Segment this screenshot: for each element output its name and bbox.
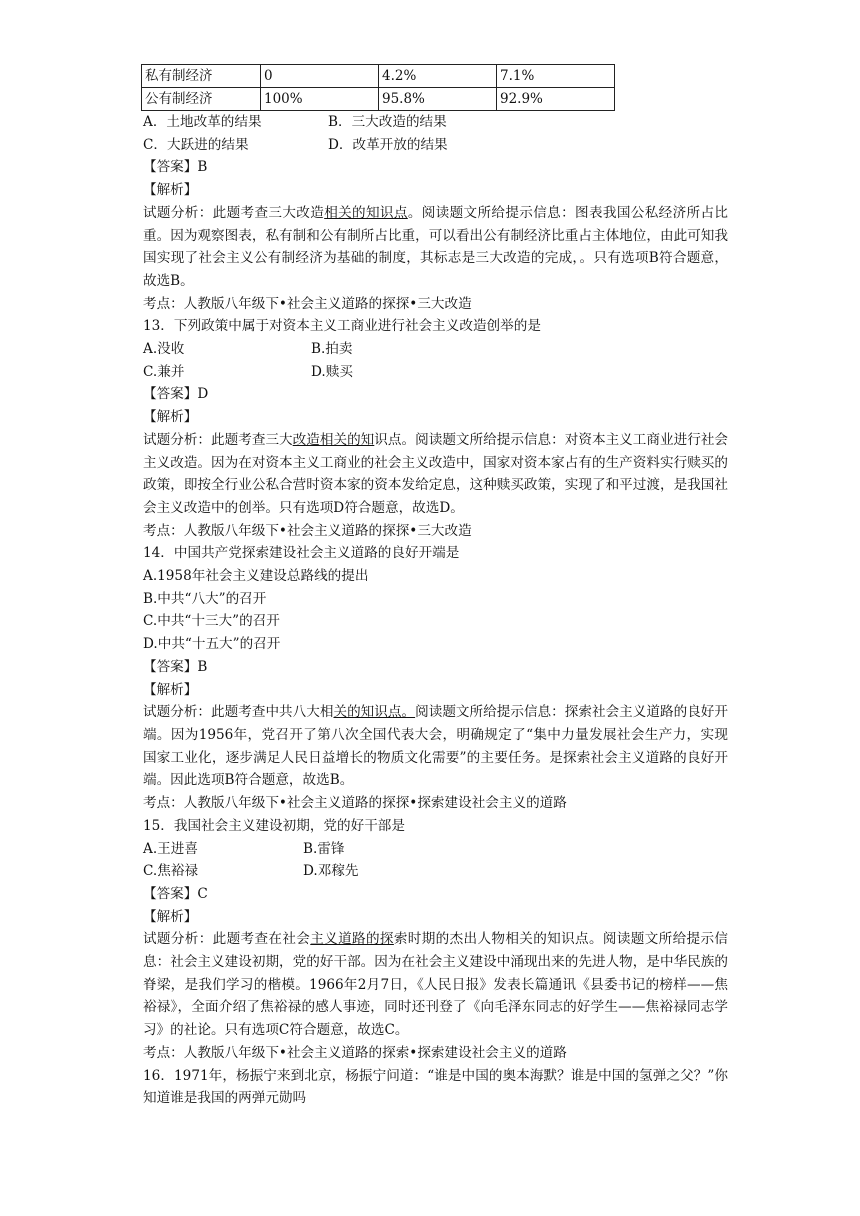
option-a: A．土地改革的结果	[143, 114, 262, 130]
kaodian-text: 考点：人教版八年级下•社会主义道路的探探•三大改造	[143, 295, 472, 312]
table-cell: 100%	[261, 88, 379, 111]
question-16: 16．1971年，杨振宁来到北京，杨振宁问道：“谁是中国的奥本海默？谁是中国的氢弹之父？”你知道谁是我国的两弹元勋吗	[143, 1067, 728, 1107]
analysis-text: 试题分析：此题考查三大改造相关的知识点。阅读题文所给提示信息：图表我国公私经济所占比重。因为观察图表，私有制和公有制所占比重，可以看出公有制经济比重占主体地位，由此可知我国实现了社会主义公有制经济为基础的制度，其标志是三大改造的完成，。只有选项B符合题意，故选B。	[143, 204, 729, 289]
table-cell: 0	[261, 65, 379, 88]
q13-options-row-2	[143, 361, 728, 384]
option-a: A.1958年社会主义建设总路线的提出	[143, 568, 369, 585]
analysis-label: 【解析】	[143, 681, 198, 698]
table-cell: 私有制经济	[142, 65, 261, 88]
q12-options-row-2	[143, 134, 728, 157]
table-row	[142, 65, 615, 88]
table-row	[142, 88, 615, 111]
option-d: D.赎买	[311, 363, 353, 380]
q12-options-row-1	[143, 111, 728, 134]
table-cell: 公有制经济	[142, 88, 261, 111]
option-d: D.中共“十五大”的召开	[143, 636, 281, 653]
q13-options-row-1	[143, 338, 728, 361]
option-b: B.雷锋	[303, 840, 345, 857]
analysis-label: 【解析】	[143, 182, 198, 199]
option-d: D．改革开放的结果	[328, 136, 448, 153]
answer-label: 【答案】B	[143, 658, 208, 675]
option-b: B．三大改造的结果	[328, 114, 447, 130]
answer-label: 【答案】B	[143, 159, 208, 176]
option-a: A.没收	[143, 341, 185, 358]
economy-share-table	[141, 64, 615, 111]
answer-label: 【答案】C	[143, 885, 208, 902]
option-c: C.兼并	[143, 363, 185, 380]
analysis-text: 试题分析：此题考查中共八大相关的知识点。阅读题文所给提示信息：探索社会主义道路的良好开端。因为1956年，党召开了第八次全国代表大会，明确规定了“集中力量发展社会生产力，实现国家工业化，逐步满足人民日益增长的物质文化需要”的主要任务。是探索社会主义道路的良好开端。因此选项B符合题意，故选B。	[143, 704, 729, 789]
option-d: D.邓稼先	[303, 863, 359, 880]
q15-options-row-2	[143, 860, 728, 883]
kaodian-text: 考点：人教版八年级下•社会主义道路的探探•探索建设社会主义的道路	[143, 795, 567, 812]
option-b: B.中共“八大”的召开	[143, 590, 267, 607]
option-c: C．大跃进的结果	[143, 136, 249, 153]
question-13: 13．下列政策中属于对资本主义工商业进行社会主义改造创举的是	[143, 318, 541, 335]
option-b: B.拍卖	[311, 341, 353, 358]
table-cell: 7.1%	[497, 65, 615, 88]
analysis-text: 试题分析：此题考查三大改造相关的知识点。阅读题文所给提示信息：对资本主义工商业进行社会主义改造。因为在对资本主义工商业的社会主义改造中，国家对资本家占有的生产资料实行赎买的政策，即按全行业公私合营时资本家的资本发给定息，这种赎买政策，实现了和平过渡，是我国社会主义改造中的创举。只有选项D符合题意，故选D。	[143, 431, 729, 516]
analysis-text: 试题分析：此题考查在社会主义道路的探索时期的杰出人物相关的知识点。阅读题文所给提示信息：社会主义建设初期，党的好干部。因为在社会主义建设中涌现出来的先进人物，是中华民族的脊梁，是我们学习的楷模。1966年2月7日，《人民日报》发表长篇通讯《县委书记的榜样——焦裕禄》，全面介绍了焦裕禄的感人事迹，同时还刊登了《向毛泽东同志的好学生——焦裕禄同志学习》的社论。只有选项C符合题意，故选C。	[143, 931, 729, 1039]
table-cell: 95.8%	[379, 88, 497, 111]
q15-options-row-1	[143, 838, 728, 861]
table-cell: 92.9%	[497, 88, 615, 111]
answer-label: 【答案】D	[143, 386, 209, 403]
question-14: 14．中国共产党探索建设社会主义道路的良好开端是	[143, 545, 460, 562]
table-cell: 4.2%	[379, 65, 497, 88]
option-c: C.焦裕禄	[143, 863, 199, 880]
kaodian-text: 考点：人教版八年级下•社会主义道路的探索•探索建设社会主义的道路	[143, 1044, 567, 1061]
option-c: C.中共“十三大”的召开	[143, 613, 280, 630]
option-a: A.王进喜	[143, 840, 198, 857]
question-15: 15．我国社会主义建设初期，党的好干部是	[143, 817, 405, 834]
kaodian-text: 考点：人教版八年级下•社会主义道路的探探•三大改造	[143, 522, 472, 539]
analysis-label: 【解析】	[143, 409, 198, 426]
analysis-label: 【解析】	[143, 908, 198, 925]
document-page	[143, 64, 728, 1110]
